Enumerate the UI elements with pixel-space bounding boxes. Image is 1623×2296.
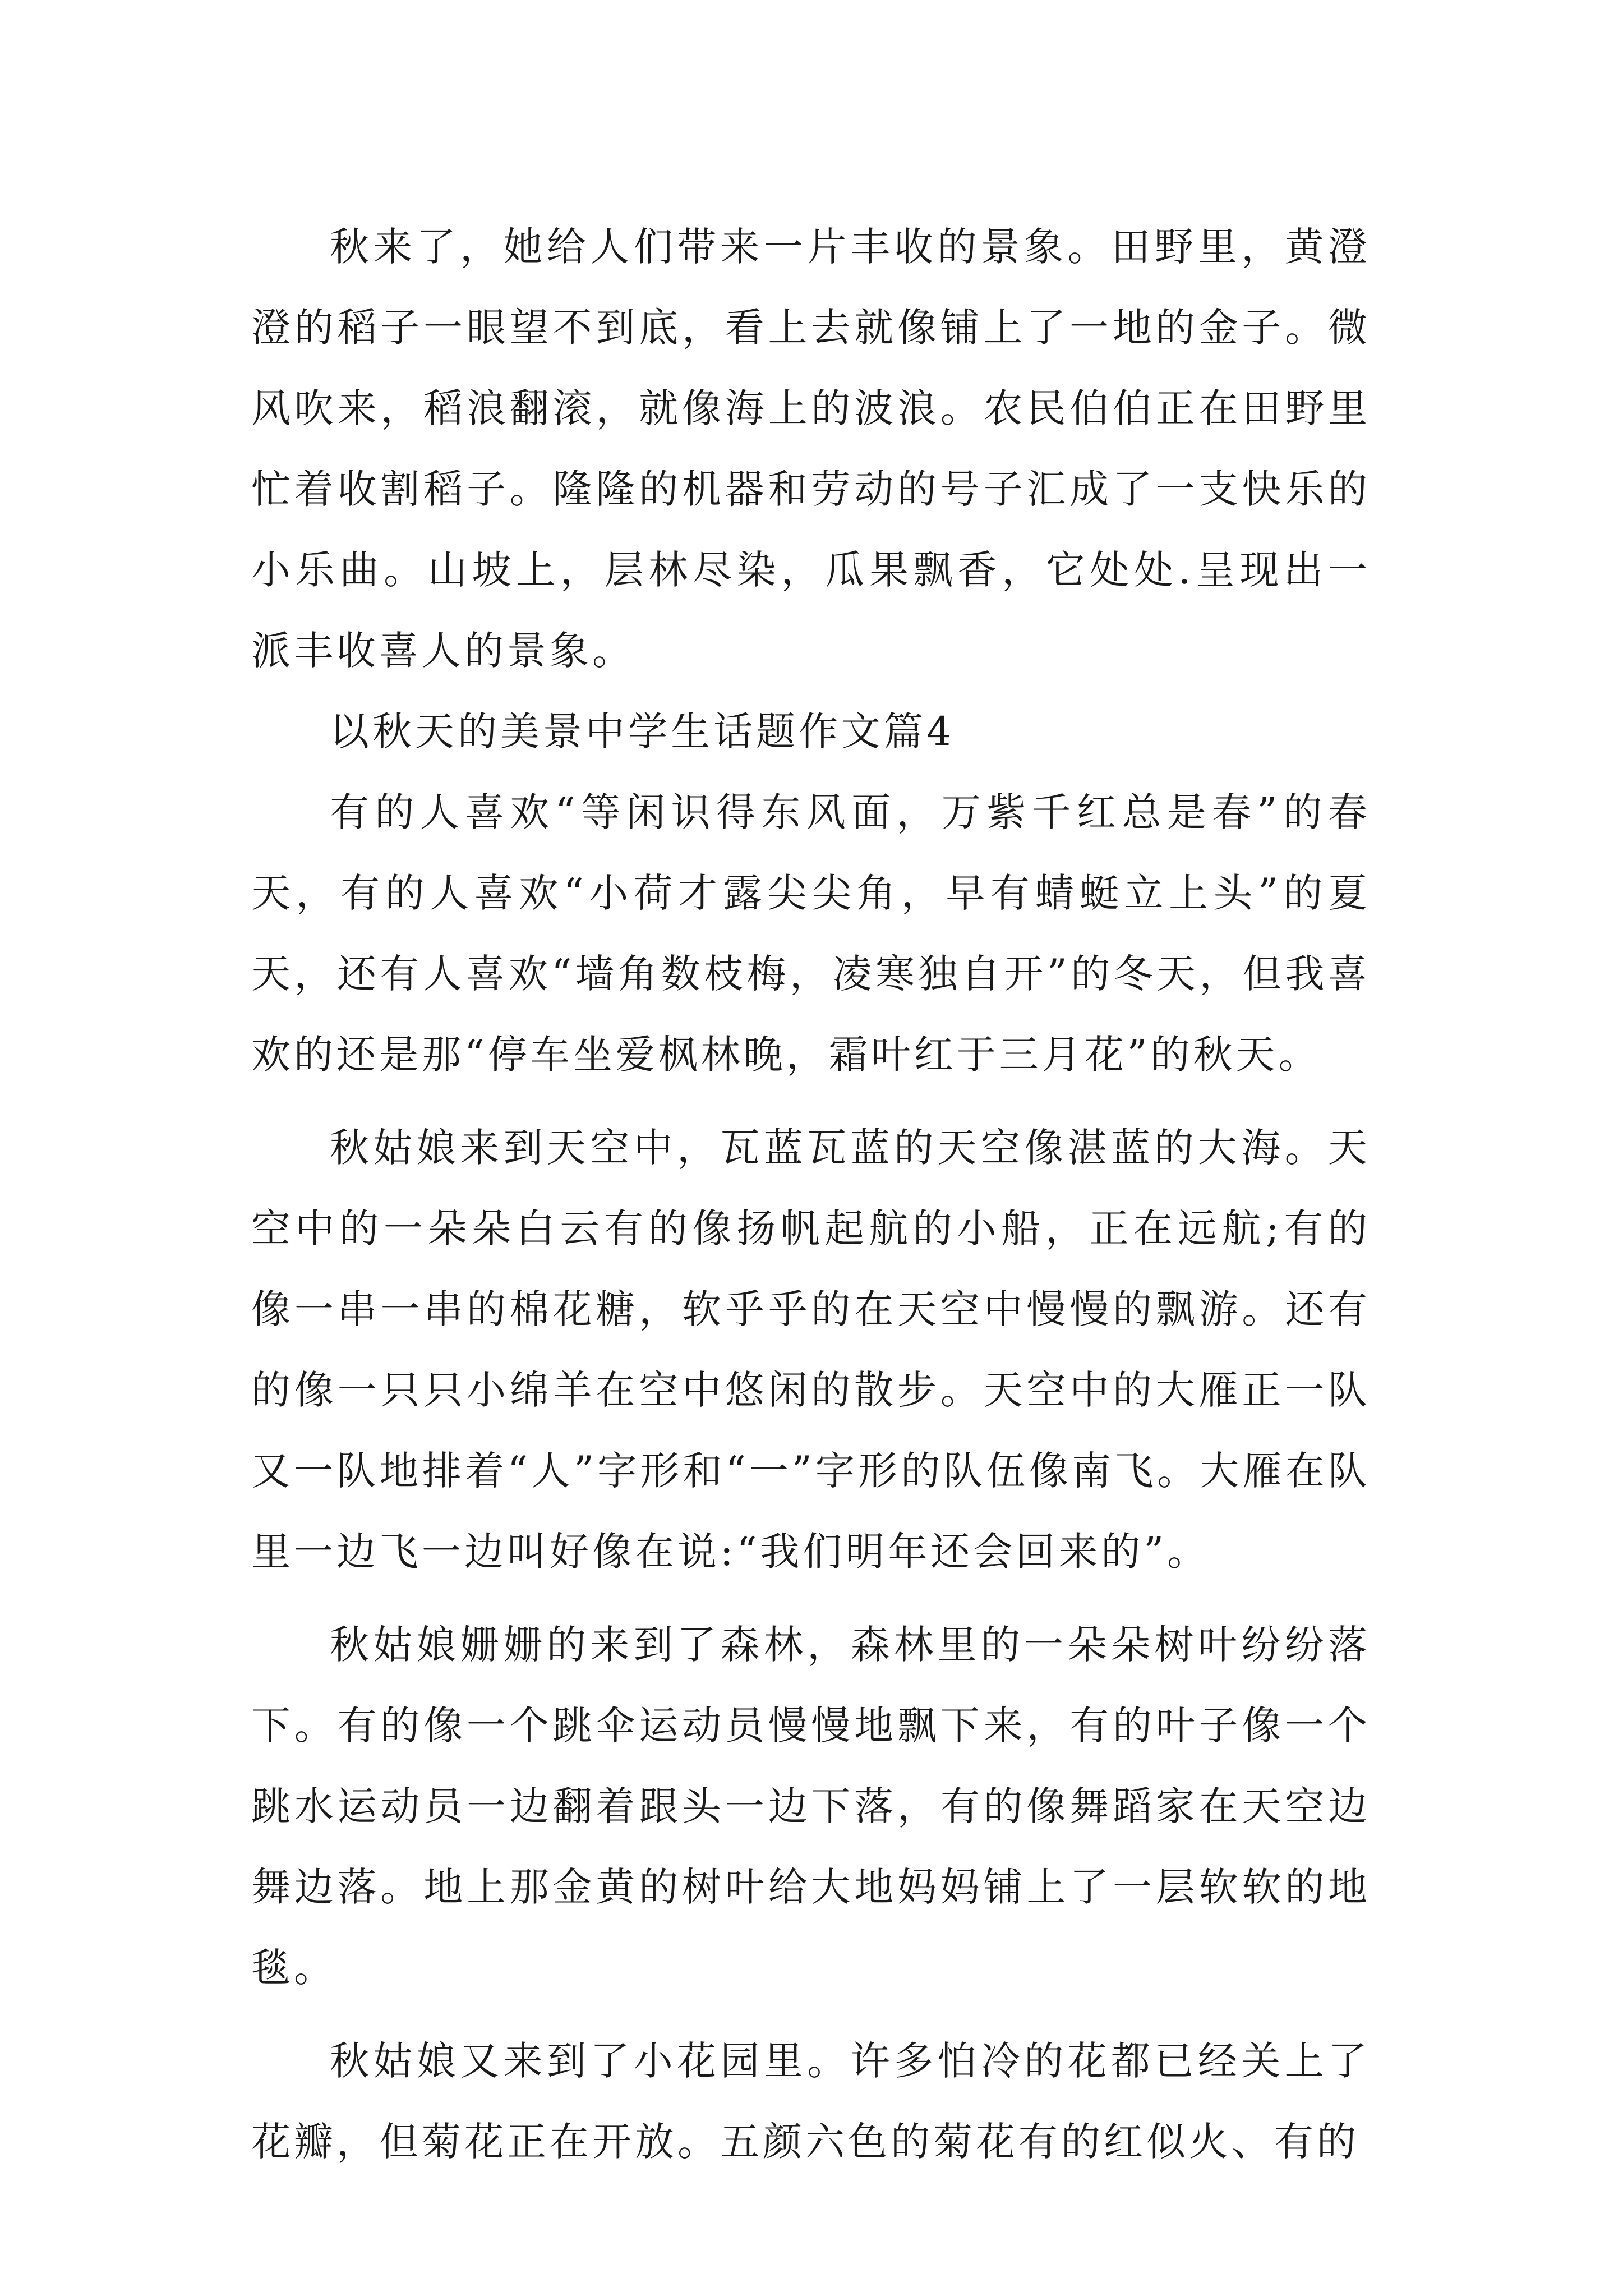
document-body [251,206,1371,2182]
section-heading: 以秋天的美景中学生话题作文篇4 [330,708,955,754]
paragraph-harvest: 秋来了，她给人们带来一片丰收的景象。田野里，黄澄澄的稻子一眼望不到底，看上去就像铺上了一地的金子。微风吹来，稻浪翻滚，就像海上的波浪。农民伯伯正在田野里忙着收割稻子。隆隆的机器和劳动的号子汇成了一支快乐的小乐曲。山坡上，层林尽染，瓜果飘香，它处处.呈现出一派丰收喜人的景象。 [251,224,1371,674]
paragraph-seasons: 有的人喜欢“等闲识得东风面，万紫千红总是春”的春天，有的人喜欢“小荷才露尖尖角，早有蜻蜓立上头”的夏天，还有人喜欢“墙角数枝梅，凌寒独自开”的冬天，但我喜欢的还是那“停车坐爱枫林晚，霜叶红于三月花”的秋天。 [251,789,1371,1078]
paragraph-garden: 秋姑娘又来到了小花园里。许多怕冷的花都已经关上了花瓣，但菊花正在开放。五颜六色的菊花有的红似火、有的 [251,2038,1371,2165]
paragraph-forest: 秋姑娘姗姗的来到了森林，森林里的一朵朵树叶纷纷落下。有的像一个跳伞运动员慢慢地飘下来，有的叶子像一个跳水运动员一边翻着跟头一边下落，有的像舞蹈家在天空边舞边落。地上那金黄的树叶给大地妈妈铺上了一层软软的地毯。 [251,1622,1371,1991]
paragraph-sky: 秋姑娘来到天空中，瓦蓝瓦蓝的天空像湛蓝的大海。天空中的一朵朵白云有的像扬帆起航的小船，正在远航;有的像一串一串的棉花糖，软乎乎的在天空中慢慢的飘游。还有的像一只只小绵羊在空中悠闲的散步。天空中的大雁正一队又一队地排着“人”字形和“一”字形的队伍像南飞。大雁在队里一边飞一边叫好像在说:“我们明年还会回来的”。 [251,1125,1371,1575]
